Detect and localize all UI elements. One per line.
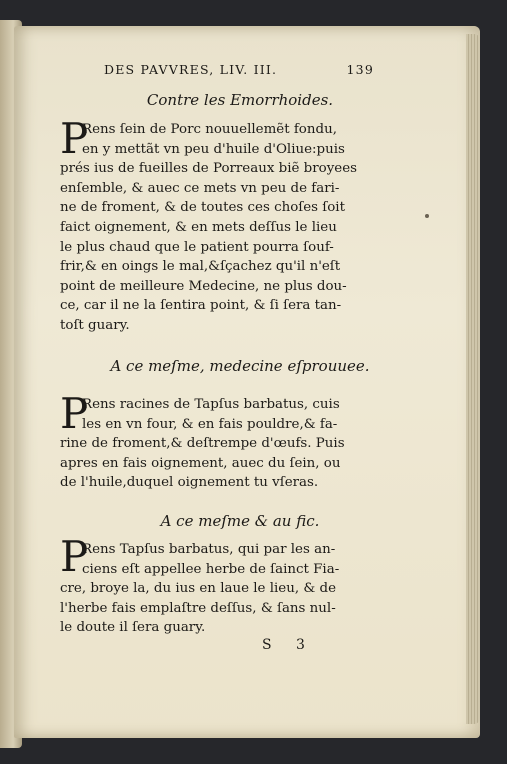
drop-cap: P (60, 389, 89, 438)
text-line: ciens eſt appellee herbe de ſainct Fia- (82, 561, 340, 577)
text-line: de l'huile,duquel oignement tu vſeras. (60, 475, 319, 491)
text-line: rine de froment,& deſtrempe d'œufs. Puis (60, 436, 345, 452)
section-title: A ce meſme, medecine eſprouuee. (110, 357, 370, 375)
text-line: Rens racines de Tapſus barbatus, cuis (82, 397, 340, 412)
text-line: frir,& en oings le mal,&ſçachez qu'il n'eſt (60, 259, 341, 275)
section-title: A ce meſme & au fic. (160, 512, 320, 530)
text-line: point de meilleure Medecine, ne plus dou- (60, 278, 347, 294)
paper-stain (425, 214, 429, 218)
text-line: le doute il ſera guary. (60, 620, 206, 636)
text-line: faict oignement, & en mets deſſus le lieu (60, 219, 337, 235)
text-line: le plus chaud que le patient pourra ſouf- (60, 239, 334, 255)
drop-cap: P (60, 114, 89, 163)
text-line: Rens Tapſus barbatus, qui par les an- (82, 542, 336, 557)
page-edges (466, 34, 480, 724)
signature-mark: S 3 (262, 637, 315, 653)
text-line: ne de froment, & de toutes ces choſes ſoit (60, 200, 345, 216)
text-line: en y mettãt vn peu d'huile d'Oliue:puis (82, 141, 345, 157)
drop-cap: P (60, 532, 89, 581)
section-body (60, 389, 378, 493)
text-line: Rens ſein de Porc nouuellemẽt fondu, (82, 122, 337, 137)
section-title: Contre les Emorrhoides. (146, 91, 334, 109)
running-header (104, 62, 374, 77)
text-line: prés ius de fueilles de Porreaux biẽ broyees (60, 161, 357, 177)
text-line: l'herbe fais emplaſtre deſſus, & ſans nul- (60, 600, 336, 616)
page-number: 139 (346, 62, 374, 77)
section-body (60, 114, 378, 336)
section-body (60, 540, 378, 638)
text-line: les en vn four, & en fais pouldre,& fa- (82, 416, 338, 432)
text-line: toſt guary. (60, 317, 130, 333)
text-line: apres en fais oignement, auec du ſein, ou (60, 455, 341, 471)
text-line: cre, broye la, du ius en laue le lieu, & de (60, 581, 337, 597)
text-line: ce, car il ne la ſentira point, & ſi ſera tan- (60, 298, 342, 314)
text-line: enſemble, & auec ce mets vn peu de fari- (60, 180, 340, 196)
running-title: DES PAVVRES, LIV. III. (104, 62, 278, 77)
